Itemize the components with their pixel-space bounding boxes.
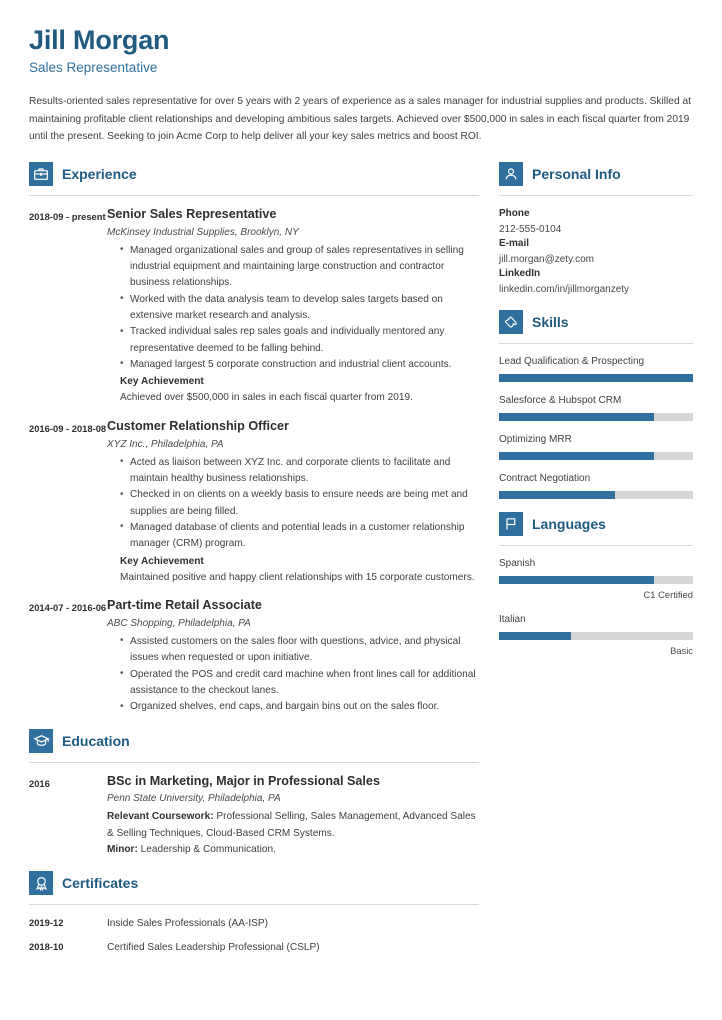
experience-organization: XYZ Inc., Philadelphia, PA xyxy=(107,438,224,450)
skill-name: Lead Qualification & Prospecting xyxy=(499,355,645,367)
education-minor xyxy=(107,842,479,858)
person-icon xyxy=(499,162,523,186)
list-item: • Worked with the data analysis team to develop sales targets based on extensive market research and analysis. xyxy=(120,292,479,325)
list-item: • Tracked individual sales rep sales goals and individually mentored any representative deemed to be falling behind. xyxy=(120,324,479,357)
experience-organization: ABC Shopping, Philadelphia, PA xyxy=(107,617,251,629)
certificate-date: 2019-12 xyxy=(29,917,64,929)
experience-date: 2018-09 - present xyxy=(29,210,106,222)
language-rating: C1 Certified xyxy=(643,588,693,600)
skill-name: Salesforce & Hubspot CRM xyxy=(499,394,622,406)
section-divider xyxy=(499,195,693,196)
certificates-section-header xyxy=(29,871,479,895)
minor-text: Leadership & Communication. xyxy=(140,843,276,855)
phone-value: 212-555-0104 xyxy=(499,223,562,235)
experience-date: 2014-07 - 2016-06 xyxy=(29,602,107,614)
certificate-row xyxy=(29,940,479,955)
list-item: • Managed database of clients and potential leads in a customer relationship manager (CRM) program. xyxy=(120,520,479,553)
language-rating: Basic xyxy=(670,645,693,657)
languages-section-header xyxy=(499,512,693,536)
skill-name: Optimizing MRR xyxy=(499,433,572,445)
list-item: • Checked in on clients on a weekly basis to ensure needs are being met and supplies are being filled. xyxy=(120,487,479,520)
award-ribbon-icon xyxy=(29,871,53,895)
summary-paragraph: Results-oriented sales representative for over 5 years with 2 years of experience as a sales manager for industrial supplies and products. Skilled at maintaining profitable client relationships and developing ambitious sales targets. Achieved over $500,000 in sales in each fiscal quarter from 2019 until the present. Seeking to join Acme Corp to help deliver all your key sales metrics and boost ROI. xyxy=(29,96,691,143)
key-achievement-text: Achieved over $500,000 in sales in each fiscal quarter from 2019. xyxy=(120,392,413,404)
list-item: • Organized shelves, end caps, and bargain bins out on the sales floor. xyxy=(120,699,479,715)
personal-info-section-title: Personal Info xyxy=(532,165,621,182)
list-item: • Acted as liaison between XYZ Inc. and corporate clients to facilitate and maintain healthy business relationships. xyxy=(120,455,479,488)
experience-entry xyxy=(29,207,479,407)
key-achievement-text: Maintained positive and happy client relationships with 15 corporate customers. xyxy=(120,571,475,583)
language-level-bar xyxy=(499,632,693,640)
linkedin-value[interactable]: linkedin.com/in/jillmorganzety xyxy=(499,283,630,295)
experience-role: Senior Sales Representative xyxy=(107,206,277,221)
section-divider xyxy=(29,762,479,763)
key-achievement-label: Key Achievement xyxy=(120,555,204,567)
certificate-name: Certified Sales Leadership Professional (CSLP) xyxy=(107,942,320,954)
coursework-label: Relevant Coursework: xyxy=(107,811,214,823)
skill-item xyxy=(499,394,693,421)
skill-level-bar xyxy=(499,374,693,382)
experience-entry xyxy=(29,419,479,586)
skill-item xyxy=(499,472,693,499)
skill-level-bar xyxy=(499,413,693,421)
coursework-text: Professional Selling, Sales Management, Advanced Sales & Selling Techniques, Cloud-Based CRM Systems. xyxy=(107,811,476,839)
education-degree: BSc in Marketing, Major in Professional Sales xyxy=(107,773,380,788)
skill-level-fill xyxy=(499,491,615,499)
section-divider xyxy=(499,343,693,344)
section-divider xyxy=(499,545,693,546)
experience-role: Customer Relationship Officer xyxy=(107,418,289,433)
briefcase-icon xyxy=(29,162,53,186)
experience-section xyxy=(29,162,479,716)
list-item: • Managed organizational sales and group of sales representatives in selling industrial equipment and maintaining large construction and contractor business relationships. xyxy=(120,243,479,292)
experience-bullet-list xyxy=(107,634,479,716)
certificates-section-title: Certificates xyxy=(62,875,139,892)
education-school: Penn State University, Philadelphia, PA xyxy=(107,793,281,805)
email-label: E-mail xyxy=(499,237,530,249)
phone-label: Phone xyxy=(499,207,530,219)
section-divider xyxy=(29,904,479,905)
certificates-section xyxy=(29,871,479,955)
list-item: • Operated the POS and credit card machine when front lines call for additional assistance to the checkout lanes. xyxy=(120,667,479,700)
language-name: Spanish xyxy=(499,557,536,569)
experience-bullet-list xyxy=(107,455,479,553)
candidate-job-title: Sales Representative xyxy=(29,60,158,76)
education-date: 2016 xyxy=(29,777,50,789)
experience-entry xyxy=(29,598,479,715)
skill-item xyxy=(499,355,693,382)
two-column-layout xyxy=(29,162,693,969)
language-item xyxy=(499,613,693,657)
language-level-fill xyxy=(499,576,654,584)
language-level-fill xyxy=(499,632,571,640)
languages-section xyxy=(499,512,693,657)
personal-info-item xyxy=(499,207,693,237)
education-coursework xyxy=(107,809,479,842)
skill-item xyxy=(499,433,693,460)
skill-level-bar xyxy=(499,491,693,499)
skill-level-bar xyxy=(499,452,693,460)
certificate-row xyxy=(29,916,479,931)
language-name: Italian xyxy=(499,614,526,626)
certificate-name: Inside Sales Professionals (AA-ISP) xyxy=(107,918,269,930)
experience-date: 2016-09 - 2018-08 xyxy=(29,422,107,434)
experience-role: Part-time Retail Associate xyxy=(107,598,262,613)
flag-icon xyxy=(499,512,523,536)
personal-info-section xyxy=(499,162,693,297)
section-divider xyxy=(29,195,479,196)
personal-info-item xyxy=(499,267,693,297)
education-section xyxy=(29,729,479,859)
email-value[interactable]: jill.morgan@zety.com xyxy=(499,253,594,265)
education-section-header xyxy=(29,729,479,753)
experience-section-title: Experience xyxy=(62,165,137,182)
skills-section-header xyxy=(499,310,693,334)
experience-bullet-list xyxy=(107,243,479,374)
key-achievement-label: Key Achievement xyxy=(120,376,204,388)
resume-header xyxy=(29,26,693,146)
personal-info-item xyxy=(499,237,693,267)
skill-level-fill xyxy=(499,413,654,421)
certificate-date: 2018-10 xyxy=(29,941,64,953)
language-item xyxy=(499,557,693,601)
experience-organization: McKinsey Industrial Supplies, Brooklyn, NY xyxy=(107,226,299,238)
experience-section-header xyxy=(29,162,479,186)
sidebar-column xyxy=(499,162,693,670)
skill-name: Contract Negotiation xyxy=(499,472,591,484)
skills-section-title: Skills xyxy=(532,313,569,330)
skill-level-fill xyxy=(499,452,654,460)
skills-section xyxy=(499,310,693,499)
list-item: • Managed largest 5 corporate construction and industrial client accounts. xyxy=(120,357,479,373)
minor-label: Minor: xyxy=(107,843,138,855)
skill-level-fill xyxy=(499,374,693,382)
puzzle-heart-icon xyxy=(499,310,523,334)
personal-info-section-header xyxy=(499,162,693,186)
education-section-title: Education xyxy=(62,732,130,749)
languages-section-title: Languages xyxy=(532,515,606,532)
candidate-name: Jill Morgan xyxy=(29,25,170,55)
graduation-cap-icon xyxy=(29,729,53,753)
language-level-bar xyxy=(499,576,693,584)
linkedin-label: LinkedIn xyxy=(499,267,541,279)
main-column xyxy=(29,162,499,969)
list-item: • Assisted customers on the sales floor with questions, advice, and physical issues when requested or upon initiative. xyxy=(120,634,479,667)
education-entry xyxy=(29,774,479,859)
